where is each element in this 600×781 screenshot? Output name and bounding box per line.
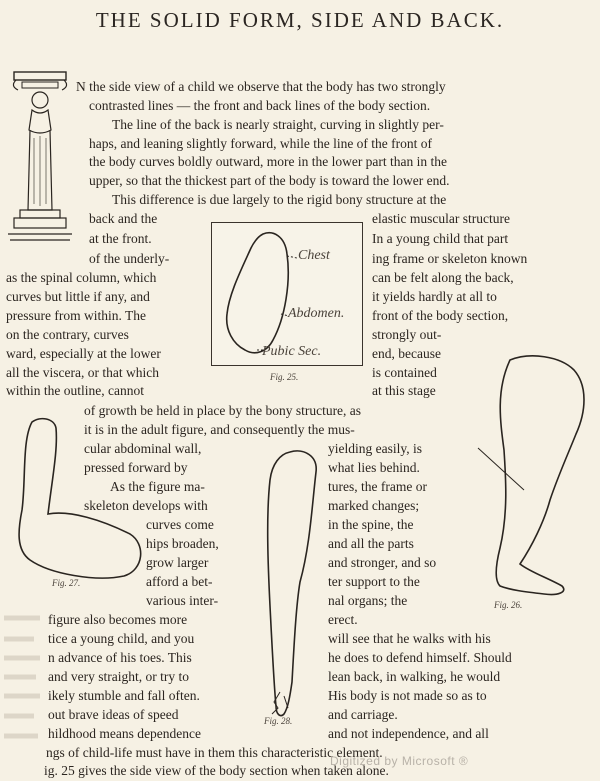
text-line: strongly out- <box>372 327 442 342</box>
text-line: at the front. <box>89 231 152 246</box>
text-line: contrasted lines — the front and back lines of the body section. <box>89 98 431 113</box>
text-line: afford a bet- <box>146 574 213 589</box>
text-line: figure also becomes more <box>48 612 188 627</box>
fig-25-caption: Fig. 25. <box>270 372 299 382</box>
fig-28-arm-outline <box>254 446 334 722</box>
text-line: ikely stumble and fall often. <box>48 688 200 703</box>
text-line: skeleton develops with <box>84 498 208 513</box>
fig-26-leg-outline <box>470 350 600 610</box>
text-line: and stronger, and so <box>328 555 437 570</box>
text-line: back and the <box>89 211 158 226</box>
text-line: haps, and leaning slightly forward, while the line of the front of <box>89 136 433 151</box>
fig-25-label-abdomen: Abdomen. <box>288 306 345 321</box>
text-line: curves but little if any, and <box>6 289 150 304</box>
text-line: and not independence, and all <box>328 726 489 741</box>
fig-26-caption: Fig. 26. <box>494 600 523 610</box>
fig-25-label-pubic: Pubic Sec. <box>262 344 322 359</box>
text-line: all the viscera, or that which <box>6 365 159 380</box>
text-line: is contained <box>372 365 437 380</box>
text-line: and all the parts <box>328 536 414 551</box>
text-line: as the spinal column, which <box>6 270 157 285</box>
text-line: grow larger <box>146 555 209 570</box>
text-line: This difference is due largely to the rigid bony structure at the <box>112 192 447 207</box>
fig-28-caption: Fig. 28. <box>264 716 293 726</box>
text-line: on the contrary, curves <box>6 327 129 342</box>
text-line: pressed forward by <box>84 460 188 475</box>
text-line: front of the body section, <box>372 308 509 323</box>
fig-27-caption: Fig. 27. <box>52 578 81 588</box>
text-line: what lies behind. <box>328 460 420 475</box>
text-line: within the outline, cannot <box>6 383 144 398</box>
text-line: end, because <box>372 346 441 361</box>
text-line: in the spine, the <box>328 517 414 532</box>
text-line: it is in the adult figure, and consequently the mus- <box>84 422 355 437</box>
text-line: it yields hardly at all to <box>372 289 497 304</box>
text-line: As the figure ma- <box>110 479 205 494</box>
text-line: yielding easily, is <box>328 441 422 456</box>
text-line: lean back, in walking, he would <box>328 669 501 684</box>
text-line: tice a young child, and you <box>48 631 195 646</box>
text-line: and carriage. <box>328 707 398 722</box>
text-line: upper, so that the thickest part of the body is toward the lower end. <box>89 173 450 188</box>
margin-bleed-decoration <box>0 606 44 756</box>
fig-27-torso-outline <box>10 410 150 580</box>
page-title: THE SOLID FORM, SIDE AND BACK. <box>95 8 505 32</box>
text-line: will see that he walks with his <box>328 631 491 646</box>
text-line: cular abdominal wall, <box>84 441 202 456</box>
text-line: The line of the back is nearly straight, curving in slightly per- <box>112 117 444 132</box>
text-line: curves come <box>146 517 214 532</box>
text-line: the body curves boldly outward, more in the lower part than in the <box>89 154 448 169</box>
text-line: of growth be held in place by the bony structure, as <box>84 403 362 418</box>
text-line: ter support to the <box>328 574 420 589</box>
text-line: hildhood means dependence <box>48 726 201 741</box>
text-line: ig. 25 gives the side view of the body section when taken alone. <box>44 763 389 778</box>
text-line: nal organs; the <box>328 593 408 608</box>
text-line: His body is not made so as to <box>328 688 487 703</box>
text-line: N the side view of a child we observe that the body has two strongly <box>76 79 446 94</box>
text-line: at this stage <box>372 383 436 398</box>
text-line: ing frame or skeleton known <box>372 251 528 266</box>
watermark: Digitized by Microsoft ® <box>330 754 469 768</box>
fig-25-label-chest: Chest <box>298 248 330 263</box>
text-line: various inter- <box>146 593 219 608</box>
text-line: he does to defend himself. Should <box>328 650 512 665</box>
text-line: n advance of his toes. This <box>48 650 192 665</box>
text-line: marked changes; <box>328 498 420 513</box>
text-line: and very straight, or try to <box>48 669 189 684</box>
text-line: tures, the frame or <box>328 479 427 494</box>
text-line: of the underly- <box>89 251 170 266</box>
text-line: out brave ideas of speed <box>48 707 179 722</box>
text-line: elastic muscular structure <box>372 211 510 226</box>
text-line: In a young child that part <box>372 231 509 246</box>
text-line: can be felt along the back, <box>372 270 514 285</box>
text-line: ward, especially at the lower <box>6 346 161 361</box>
text-line: ngs of child-life must have in them this characteristic element. <box>46 745 383 760</box>
initial-letter-illustration <box>6 68 74 252</box>
text-line: hips broaden, <box>146 536 219 551</box>
text-line: erect. <box>328 612 358 627</box>
text-line: pressure from within. The <box>6 308 146 323</box>
